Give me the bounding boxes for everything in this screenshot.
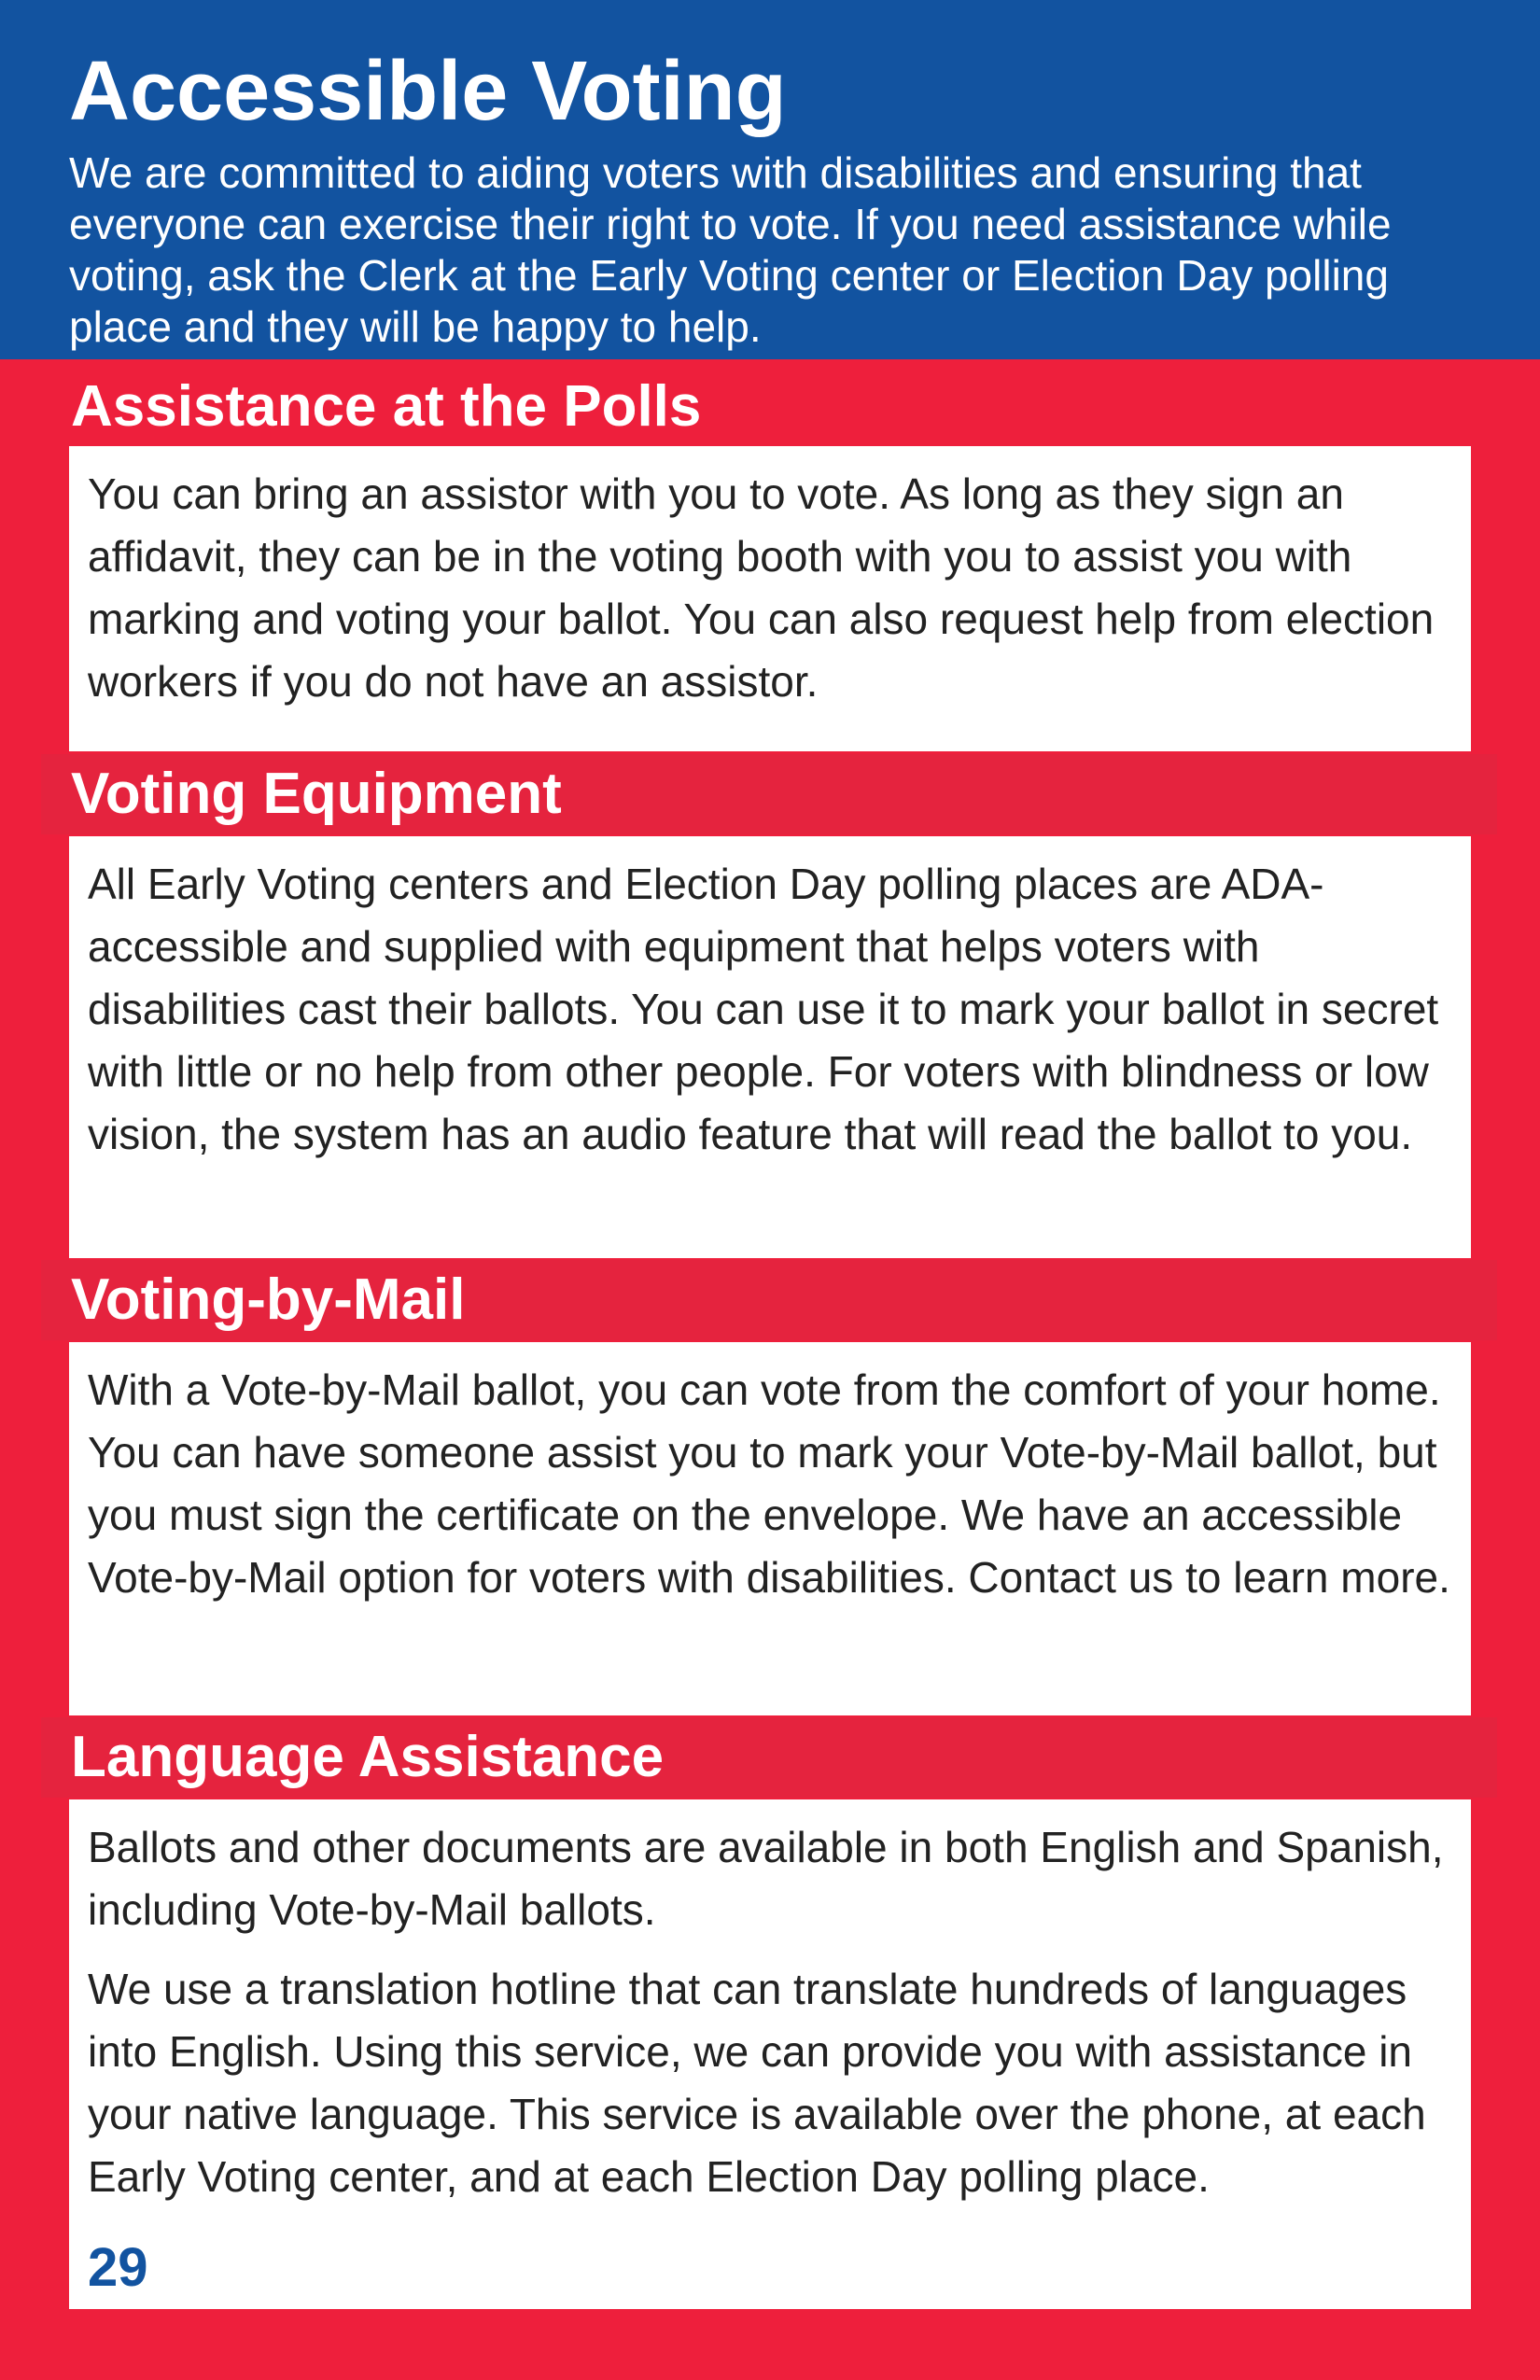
section-box-voting-equipment (69, 836, 1471, 1258)
header-banner (0, 0, 1540, 359)
section-box-voting-by-mail (69, 1342, 1471, 1715)
section-title-language-assistance: Language Assistance (41, 1717, 1497, 1798)
section-title-assistance-at-polls: Assistance at the Polls (71, 374, 702, 439)
section-paragraph: You can bring an assistor with you to vote. As long as they sign an affidavit, they can be in the voting booth with you to assist you with marking and voting your ballot. You can also request help from election workers if you do not have an assistor. (88, 469, 1435, 706)
section-paragraph: Ballots and other documents are available in both English and Spanish, including Vote-by-Mail ballots. (88, 1823, 1444, 1934)
section-title-voting-by-mail: Voting-by-Mail (41, 1260, 1497, 1340)
section-paragraph: With a Vote-by-Mail ballot, you can vote from the comfort of your home. You can have someone assist you to mark your Vote-by-Mail ballot, but you must sign the certificate on the envelope. We have an accessible Vote-by-Mail option for voters with disabilities. Contact us to learn more. (88, 1365, 1450, 1602)
section-box-language-assistance (69, 1799, 1471, 2309)
page-number: 29 (88, 2237, 148, 2298)
section-box-assistance-at-polls (69, 446, 1471, 751)
page-title: Accessible Voting (69, 45, 787, 138)
section-paragraph: All Early Voting centers and Election Day polling places are ADA-accessible and supplied with equipment that helps voters with disabilities cast their ballots. You can use it to mark your ballot in secret with little or no help from other people. For voters with blindness or low vision, the system has an audio feature that will read the ballot to you. (88, 860, 1439, 1158)
intro-paragraph: We are committed to aiding voters with disabilities and ensuring that everyone can exercise their right to vote. If you need assistance while voting, ask the Clerk at the Early Voting center or Election Day polling place and they will be happy to help. (69, 148, 1392, 351)
section-paragraph: We use a translation hotline that can translate hundreds of languages into English. Using this service, we can provide you with assistance in your native language. This service is available over the phone, at each Early Voting center, and at each Election Day polling place. (88, 1965, 1426, 2201)
section-title-voting-equipment: Voting Equipment (41, 754, 1497, 834)
